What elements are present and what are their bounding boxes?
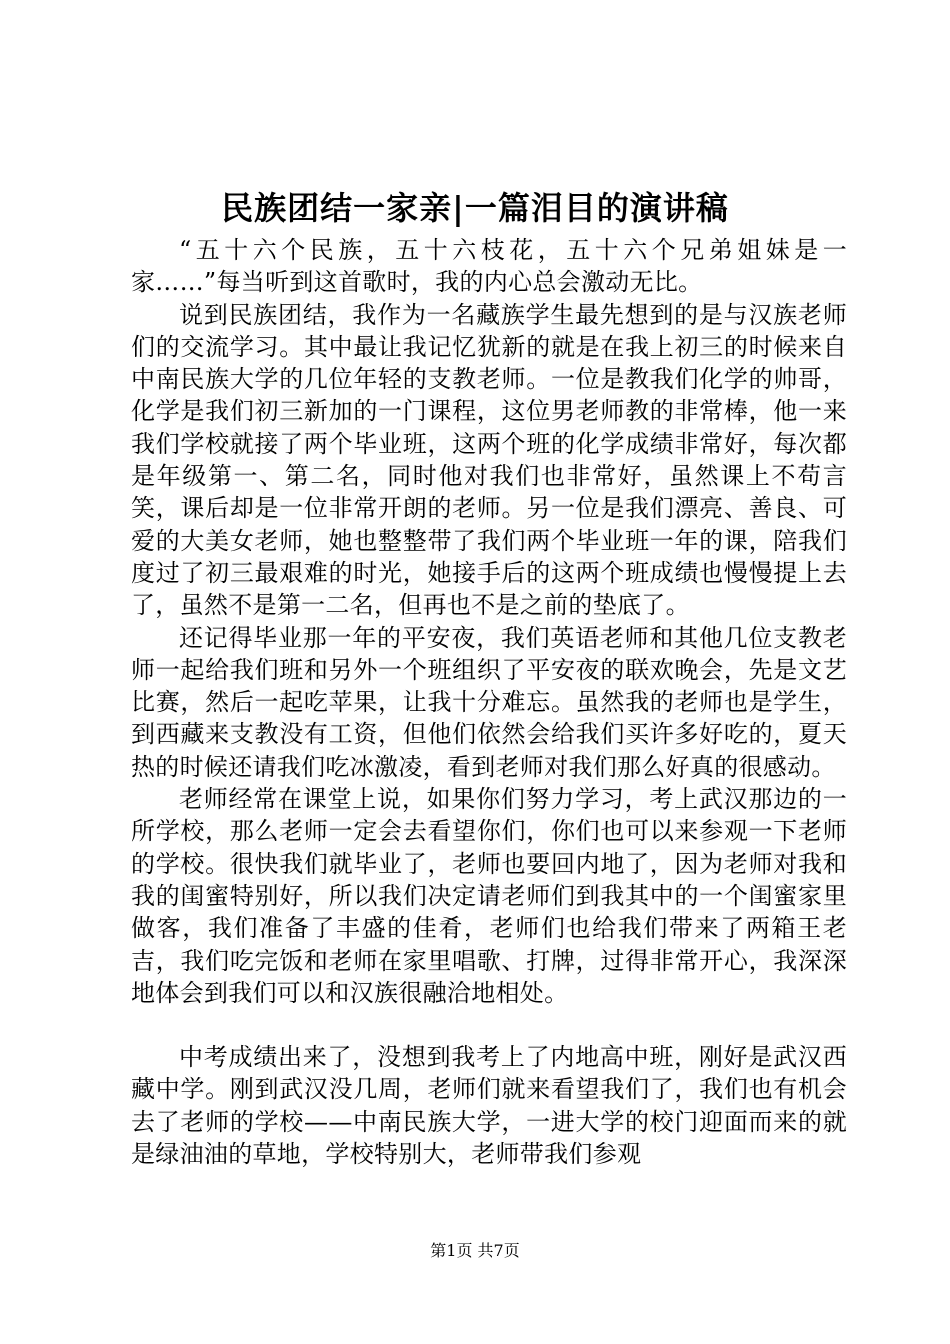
document-title: 民族团结一家亲|一篇泪目的演讲稿 bbox=[221, 189, 729, 227]
paragraph-5: 中考成绩出来了，没想到我考上了内地高中班，刚好是武汉西藏中学。刚到武汉没几周，老师们就来看望我们了，我们也有机会去了老师的学校——中南民族大学，一进大学的校门迎面而来的就是绿油油的草地，学校特别大，老师带我们参观 bbox=[131, 1043, 847, 1169]
paragraph-4: 老师经常在课堂上说，如果你们努力学习，考上武汉那边的一所学校，那么老师一定会去看望你们，你们也可以来参观一下老师的学校。很快我们就毕业了，老师也要回内地了，因为老师对我和我的闺蜜特别好，所以我们决定请老师们到我其中的一个闺蜜家里做客，我们准备了丰盛的佳肴，老师们也给我们带来了两箱王老吉，我们吃完饭和老师在家里唱歌、打牌，过得非常开心，我深深地体会到我们可以和汉族很融洽地相处。 bbox=[131, 785, 847, 1007]
paragraph-3: 还记得毕业那一年的平安夜，我们英语老师和其他几位支教老师一起给我们班和另外一个班组织了平安夜的联欢晚会，先是文艺比赛，然后一起吃苹果，让我十分难忘。虽然我的老师也是学生，到西藏来支教没有工资，但他们依然会给我们买许多好吃的，夏天热的时候还请我们吃冰激凌，看到老师对我们那么好真的很感动。 bbox=[131, 623, 847, 781]
page-footer: 第1页 共7页 bbox=[430, 1241, 520, 1260]
document-body bbox=[131, 234, 847, 1170]
paragraph-2: 说到民族团结，我作为一名藏族学生最先想到的是与汉族老师们的交流学习。其中最让我记忆犹新的就是在我上初三的时候来自中南民族大学的几位年轻的支教老师。一位是教我们化学的帅哥，化学是我们初三新加的一门课程，这位男老师教的非常棒，他一来我们学校就接了两个毕业班，这两个班的化学成绩非常好，每次都是年级第一、第二名，同时他对我们也非常好，虽然课上不苟言笑，课后却是一位非常开朗的老师。另一位是我们漂亮、善良、可爱的大美女老师，她也整整带了我们两个毕业班一年的课，陪我们度过了初三最艰难的时光，她接手后的这两个班成绩也慢慢提上去了，虽然不是第一二名，但再也不是之前的垫底了。 bbox=[131, 300, 847, 620]
paragraph-1: “五十六个民族，五十六枝花，五十六个兄弟姐妹是一家……”每当听到这首歌时，我的内心总会激动无比。 bbox=[131, 236, 847, 297]
